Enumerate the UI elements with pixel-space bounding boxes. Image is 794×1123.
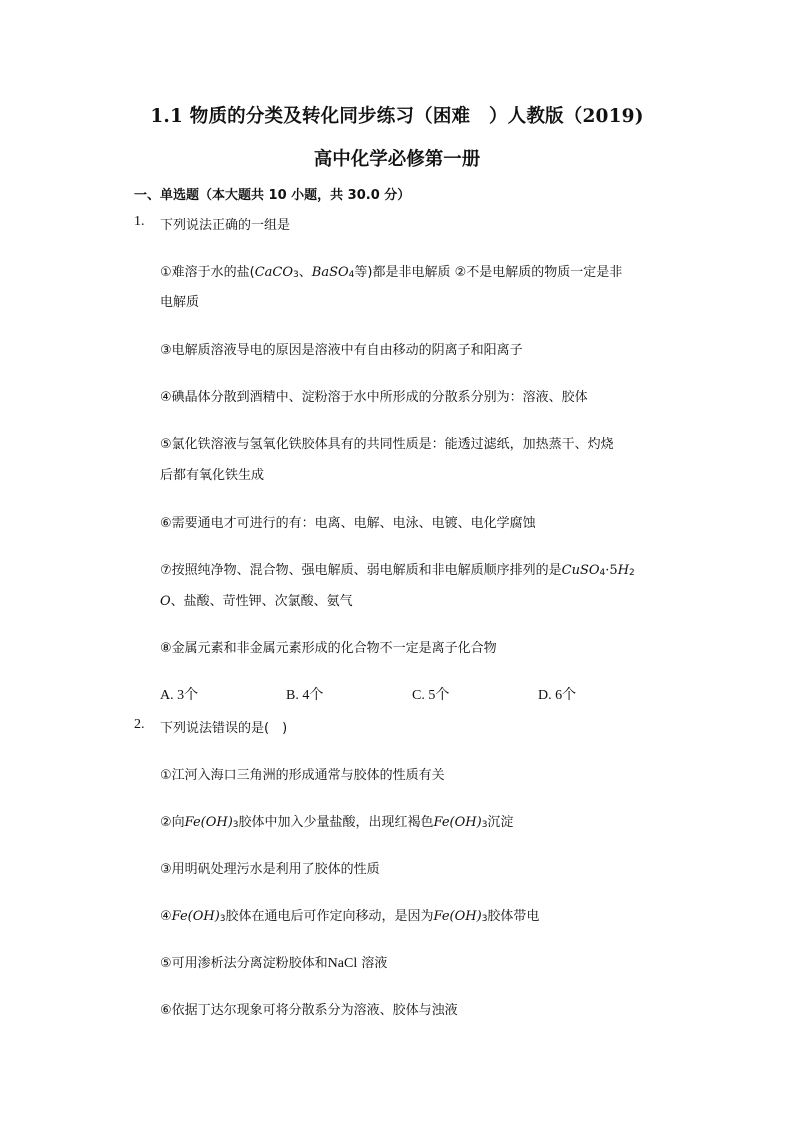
q2-s2-post: 沉淀 — [487, 815, 514, 830]
q1-s7-post: 、盐酸、苛性钾、次氯酸、氨气 — [170, 594, 353, 609]
chem-text: CaCO — [254, 265, 294, 280]
q1-statement-3: ③电解质溶液导电的原因是溶液中有自由移动的阴离子和阳离子 — [160, 343, 523, 358]
section-heading: 一、单选题（本大题共 10 小题，共 30.0 分） — [134, 188, 411, 203]
q2-s2-mid: 胶体中加入少量盐酸，出现红褐色 — [238, 815, 434, 830]
q1-statement-5: ⑤氯化铁溶液与氢氧化铁胶体具有的共同性质是：能透过滤纸，加热蒸干、灼烧 — [160, 437, 614, 452]
q1-statement-7 — [160, 559, 635, 578]
q1-s7-pre: ⑦按照纯净物、混合物、强电解质、弱电解质和非电解质顺序排列的是 — [160, 563, 562, 578]
chem-text: Fe(OH) — [433, 909, 482, 924]
q2-statement-1: ①江河入海口三角洲的形成通常与胶体的性质有关 — [160, 768, 445, 783]
q1-s1-pre: ①难溶于水的盐( — [160, 265, 255, 280]
q2-statement-5 — [160, 952, 387, 972]
question-2-stem: 下列说法错误的是( ) — [160, 721, 288, 736]
q1-statement-8: ⑧金属元素和非金属元素形成的化合物不一定是离子化合物 — [160, 641, 497, 656]
q1-statement-6: ⑥需要通电才可进行的有：电离、电解、电泳、电镀、电化学腐蚀 — [160, 516, 536, 531]
chem-dot: ·5 — [605, 563, 618, 578]
q1-statement-5-cont: 后都有氧化铁生成 — [160, 468, 265, 483]
page-subtitle: 高中化学必修第一册 — [313, 149, 481, 170]
chem-subscript: 3 — [219, 914, 226, 924]
option-d[interactable]: D. 6个 — [538, 688, 577, 703]
chem-text: Fe(OH) — [171, 909, 220, 924]
chem-subscript: 4 — [348, 270, 355, 280]
chem-text: H — [617, 563, 630, 578]
q1-statement-4: ④碘晶体分散到酒精中、淀粉溶于水中所形成的分散系分别为：溶液、胶体 — [160, 390, 588, 405]
option-c[interactable]: C. 5个 — [412, 688, 450, 703]
question-1-number: 1. — [134, 214, 145, 229]
q2-s2-chem-feoh3-b — [434, 815, 488, 830]
q2-s4-chem-feoh3 — [172, 909, 226, 924]
question-2-number: 2. — [134, 717, 145, 732]
chem-subscript: 3 — [481, 914, 488, 924]
q1-s1-post: 等)都是非电解质 ②不是电解质的物质一定是非 — [354, 265, 623, 280]
chem-text: Fe(OH) — [184, 815, 233, 830]
q2-s5-post: 溶液 — [357, 956, 388, 971]
chem-text: CuSO — [561, 563, 600, 578]
option-a[interactable]: A. 3个 — [160, 688, 199, 703]
question-1-stem: 下列说法正确的一组是 — [160, 218, 291, 233]
q1-s1-chem-caco3 — [255, 265, 299, 280]
page-title: 1.1 物质的分类及转化同步练习（困难 ）人教版（2019) — [150, 106, 644, 127]
q2-statement-4 — [160, 905, 539, 924]
chem-subscript: 3 — [481, 820, 488, 830]
q2-s2-chem-feoh3 — [185, 815, 239, 830]
q2-s4-chem-feoh3-b — [434, 909, 488, 924]
q2-s4-mid: 胶体在通电后可作定向移动，是因为 — [225, 909, 434, 924]
q2-statement-3: ③用明矾处理污水是利用了胶体的性质 — [160, 862, 380, 877]
q1-s1-chem-baso4 — [312, 265, 355, 280]
q2-s5-pre: ⑤可用渗析法分离淀粉胶体和 — [160, 956, 328, 971]
chem-text: BaSO — [311, 265, 349, 280]
chem-subscript: 3 — [232, 820, 239, 830]
q1-statement-7-cont — [160, 590, 353, 609]
q1-statement-1 — [160, 261, 622, 280]
q2-s5-nacl: NaCl — [327, 956, 358, 971]
q2-s4-post: 胶体带电 — [487, 909, 540, 924]
chem-text: O — [160, 594, 171, 609]
q2-s2-pre: ②向 — [160, 815, 185, 830]
q1-s7-chem-cuso4 — [562, 563, 635, 578]
chem-subscript: 4 — [599, 568, 606, 578]
chem-subscript: 2 — [629, 568, 635, 578]
option-b[interactable]: B. 4个 — [286, 688, 324, 703]
q2-statement-2 — [160, 811, 513, 830]
q1-statement-1-cont: 电解质 — [160, 295, 200, 310]
q1-s1-sep: 、 — [298, 265, 312, 280]
chem-subscript: 3 — [293, 270, 299, 280]
q2-statement-6: ⑥依据丁达尔现象可将分散系分为溶液、胶体与浊液 — [160, 1003, 458, 1018]
chem-text: Fe(OH) — [433, 815, 482, 830]
q2-s4-pre: ④ — [160, 909, 172, 924]
